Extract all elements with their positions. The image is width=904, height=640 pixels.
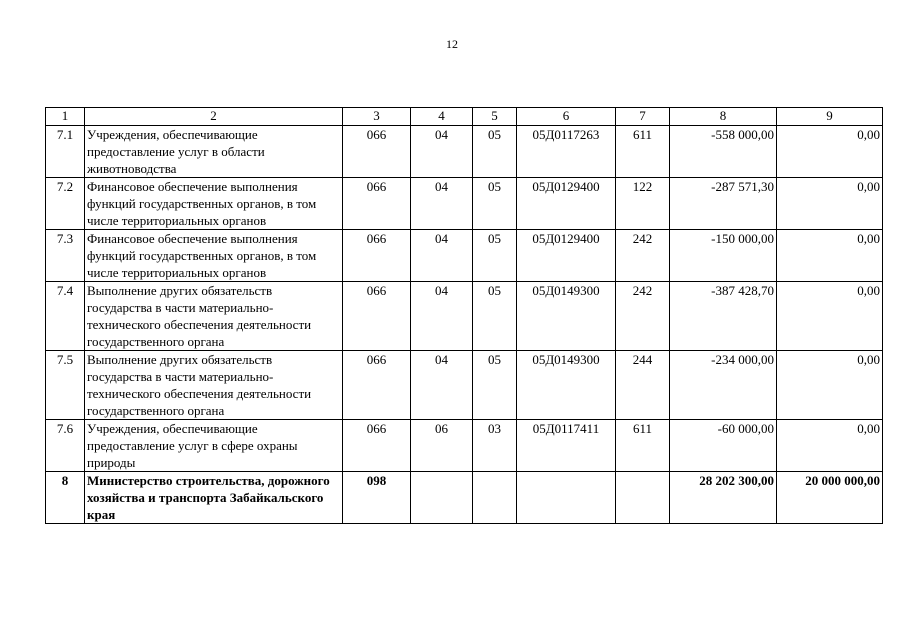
- table-row: [46, 178, 883, 230]
- row-name: Выполнение других обязательств государства в части материально-технического обеспечения деятельности государственного органа: [85, 351, 343, 420]
- header-row: [46, 108, 883, 126]
- section-code: 04: [411, 282, 473, 351]
- header-cell: 8: [670, 108, 777, 126]
- target-code: 05Д0129400: [517, 230, 616, 282]
- amount-col-9: 0,00: [777, 230, 883, 282]
- row-name: Финансовое обеспечение выполнения функций государственных органов, в том числе территориальных органов: [85, 230, 343, 282]
- expense-type-code: 244: [616, 351, 670, 420]
- row-number: 7.3: [46, 230, 85, 282]
- target-code: 05Д0117411: [517, 420, 616, 472]
- section-code: 04: [411, 126, 473, 178]
- amount-col-8: -287 571,30: [670, 178, 777, 230]
- section-code: 04: [411, 351, 473, 420]
- ministry-code: 066: [343, 126, 411, 178]
- budget-table: [45, 107, 883, 524]
- ministry-code: 066: [343, 230, 411, 282]
- subsection-code: 05: [473, 178, 517, 230]
- table-row: [46, 282, 883, 351]
- header-cell: 7: [616, 108, 670, 126]
- table-row: [46, 351, 883, 420]
- subsection-code: 05: [473, 230, 517, 282]
- section-code: 04: [411, 230, 473, 282]
- row-name: Министерство строительства, дорожного хозяйства и транспорта Забайкальского края: [85, 472, 343, 524]
- expense-type-code: 611: [616, 126, 670, 178]
- subsection-code: [473, 472, 517, 524]
- row-number: 7.4: [46, 282, 85, 351]
- row-name: Финансовое обеспечение выполнения функций государственных органов, в том числе территориальных органов: [85, 178, 343, 230]
- amount-col-9: 0,00: [777, 126, 883, 178]
- ministry-code: 066: [343, 420, 411, 472]
- ministry-code: 066: [343, 351, 411, 420]
- amount-col-8: -150 000,00: [670, 230, 777, 282]
- amount-col-9: 0,00: [777, 282, 883, 351]
- header-cell: 2: [85, 108, 343, 126]
- table-row: [46, 126, 883, 178]
- amount-col-8: -558 000,00: [670, 126, 777, 178]
- ministry-code: 098: [343, 472, 411, 524]
- amount-col-9: 0,00: [777, 178, 883, 230]
- subsection-code: 05: [473, 282, 517, 351]
- target-code: 05Д0117263: [517, 126, 616, 178]
- amount-col-8: -60 000,00: [670, 420, 777, 472]
- table-row: [46, 472, 883, 524]
- row-number: 7.6: [46, 420, 85, 472]
- expense-type-code: 242: [616, 282, 670, 351]
- section-code: 04: [411, 178, 473, 230]
- header-cell: 9: [777, 108, 883, 126]
- subsection-code: 03: [473, 420, 517, 472]
- target-code: 05Д0149300: [517, 282, 616, 351]
- header-cell: 4: [411, 108, 473, 126]
- header-cell: 5: [473, 108, 517, 126]
- table-row: [46, 230, 883, 282]
- header-cell: 3: [343, 108, 411, 126]
- section-code: 06: [411, 420, 473, 472]
- expense-type-code: [616, 472, 670, 524]
- ministry-code: 066: [343, 282, 411, 351]
- row-number: 8: [46, 472, 85, 524]
- target-code: [517, 472, 616, 524]
- row-number: 7.2: [46, 178, 85, 230]
- ministry-code: 066: [343, 178, 411, 230]
- row-name: Учреждения, обеспечивающие предоставление услуг в области животноводства: [85, 126, 343, 178]
- expense-type-code: 242: [616, 230, 670, 282]
- section-code: [411, 472, 473, 524]
- amount-col-8: -234 000,00: [670, 351, 777, 420]
- expense-type-code: 611: [616, 420, 670, 472]
- amount-col-9: 20 000 000,00: [777, 472, 883, 524]
- amount-col-9: 0,00: [777, 420, 883, 472]
- amount-col-9: 0,00: [777, 351, 883, 420]
- row-name: Выполнение других обязательств государства в части материально-технического обеспечения деятельности государственного органа: [85, 282, 343, 351]
- subsection-code: 05: [473, 126, 517, 178]
- row-number: 7.1: [46, 126, 85, 178]
- page-number: 12: [446, 37, 458, 51]
- expense-type-code: 122: [616, 178, 670, 230]
- table-row: [46, 420, 883, 472]
- header-cell: 6: [517, 108, 616, 126]
- subsection-code: 05: [473, 351, 517, 420]
- amount-col-8: 28 202 300,00: [670, 472, 777, 524]
- header-cell: 1: [46, 108, 85, 126]
- row-number: 7.5: [46, 351, 85, 420]
- row-name: Учреждения, обеспечивающие предоставление услуг в сфере охраны природы: [85, 420, 343, 472]
- target-code: 05Д0149300: [517, 351, 616, 420]
- target-code: 05Д0129400: [517, 178, 616, 230]
- amount-col-8: -387 428,70: [670, 282, 777, 351]
